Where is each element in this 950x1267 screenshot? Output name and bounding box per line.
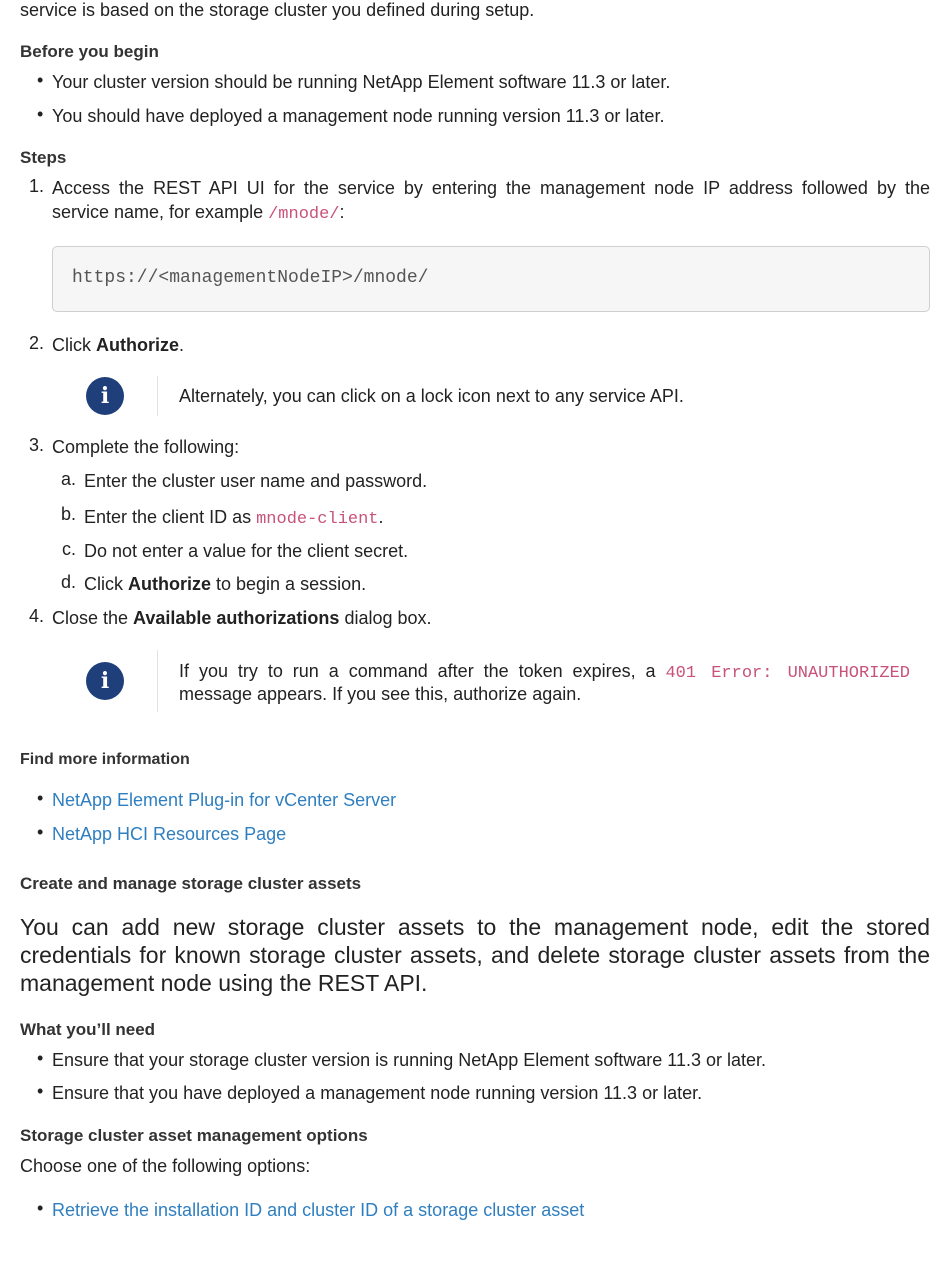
bullet: •	[37, 70, 44, 90]
section-heading: Create and manage storage cluster assets	[20, 874, 362, 893]
step-text-part: Click	[52, 335, 96, 355]
step-number: 4.	[28, 606, 44, 626]
bullet: •	[37, 1081, 44, 1101]
substep-text-part: .	[378, 507, 384, 527]
substep-text-part: Enter the client ID as	[84, 507, 257, 527]
step-text	[52, 606, 432, 630]
substep-letter: a.	[60, 469, 76, 489]
requirement-item: Ensure that you have deployed a management node running version 11.3 or later.	[52, 1083, 703, 1103]
code-block-text: https://<managementNodeIP>/mnode/	[72, 268, 429, 288]
steps-heading: Steps	[20, 148, 67, 167]
step-text-continued	[52, 200, 345, 227]
bullet: •	[37, 104, 44, 124]
step-number: 2.	[28, 333, 44, 353]
info-icon: i	[86, 377, 124, 415]
link-retrieve-installation-id[interactable]: Retrieve the installation ID and cluster ID of a storage cluster asset	[52, 1200, 585, 1220]
substep-text-part: Click	[84, 574, 128, 594]
step-text	[52, 333, 184, 357]
requirement-item: Ensure that your storage cluster version is running NetApp Element software 11.3 or later.	[52, 1050, 767, 1070]
note-text: Alternately, you can click on a lock icon next to any service API.	[179, 386, 684, 406]
ui-term: Authorize	[128, 574, 211, 594]
step-text: Complete the following:	[52, 437, 240, 457]
substep-text: Enter the cluster user name and password.	[84, 471, 428, 491]
step-text-part: Close the	[52, 608, 134, 628]
substep-text	[84, 505, 384, 532]
bullet: •	[37, 788, 44, 808]
inline-code: 401 Error: UNAUTHORIZED	[665, 664, 910, 683]
substep-letter: b.	[60, 504, 76, 524]
step-number: 3.	[28, 435, 44, 455]
step-text-part: service name, for example	[52, 202, 269, 222]
prereq-item: Your cluster version should be running NetApp Element software 11.3 or later.	[52, 72, 671, 92]
bullet: •	[37, 1198, 44, 1218]
inline-code: mnode-client	[256, 510, 379, 529]
link-hci-resources[interactable]: NetApp HCI Resources Page	[52, 824, 287, 844]
step-text-part: :	[339, 202, 345, 222]
inline-code: /mnode/	[268, 205, 340, 224]
lead-line: credentials for known storage cluster assets, and delete storage cluster assets from the	[20, 942, 930, 968]
intro-fragment: service is based on the storage cluster you defined during setup.	[20, 0, 535, 20]
step-text-part: dialog box.	[339, 608, 432, 628]
note-text-part: If you try to run a command after the token expires, a	[179, 661, 666, 681]
ui-term: Authorize	[96, 335, 179, 355]
bullet: •	[37, 1048, 44, 1068]
substep-text: Do not enter a value for the client secret.	[84, 541, 409, 561]
options-heading: Storage cluster asset management options	[20, 1126, 368, 1145]
link-element-plugin-vcenter[interactable]: NetApp Element Plug-in for vCenter Server	[52, 790, 397, 810]
substep-text-part: to begin a session.	[211, 574, 367, 594]
options-intro: Choose one of the following options:	[20, 1156, 311, 1176]
before-you-begin-heading: Before you begin	[20, 42, 159, 61]
find-more-heading: Find more information	[20, 751, 190, 768]
step-text-part: .	[179, 335, 185, 355]
note-divider	[157, 650, 158, 712]
lead-line: management node using the REST API.	[20, 970, 428, 996]
lead-line: You can add new storage cluster assets to the management node, edit the stored	[20, 914, 930, 940]
substep-text	[84, 572, 366, 596]
note-text-line: message appears. If you see this, authorize again.	[179, 684, 582, 704]
info-icon: i	[86, 662, 124, 700]
step-number: 1.	[28, 176, 44, 196]
bullet: •	[37, 822, 44, 842]
prereq-item: You should have deployed a management node running version 11.3 or later.	[52, 106, 665, 126]
ui-term: Available authorizations	[133, 608, 340, 628]
note-divider	[157, 376, 158, 416]
code-block	[52, 246, 930, 312]
substep-letter: c.	[61, 539, 76, 559]
substep-letter: d.	[60, 572, 76, 592]
step-text: Access the REST API UI for the service by entering the management node IP address followed by the	[52, 178, 930, 198]
what-youll-need-heading: What you’ll need	[20, 1020, 156, 1039]
